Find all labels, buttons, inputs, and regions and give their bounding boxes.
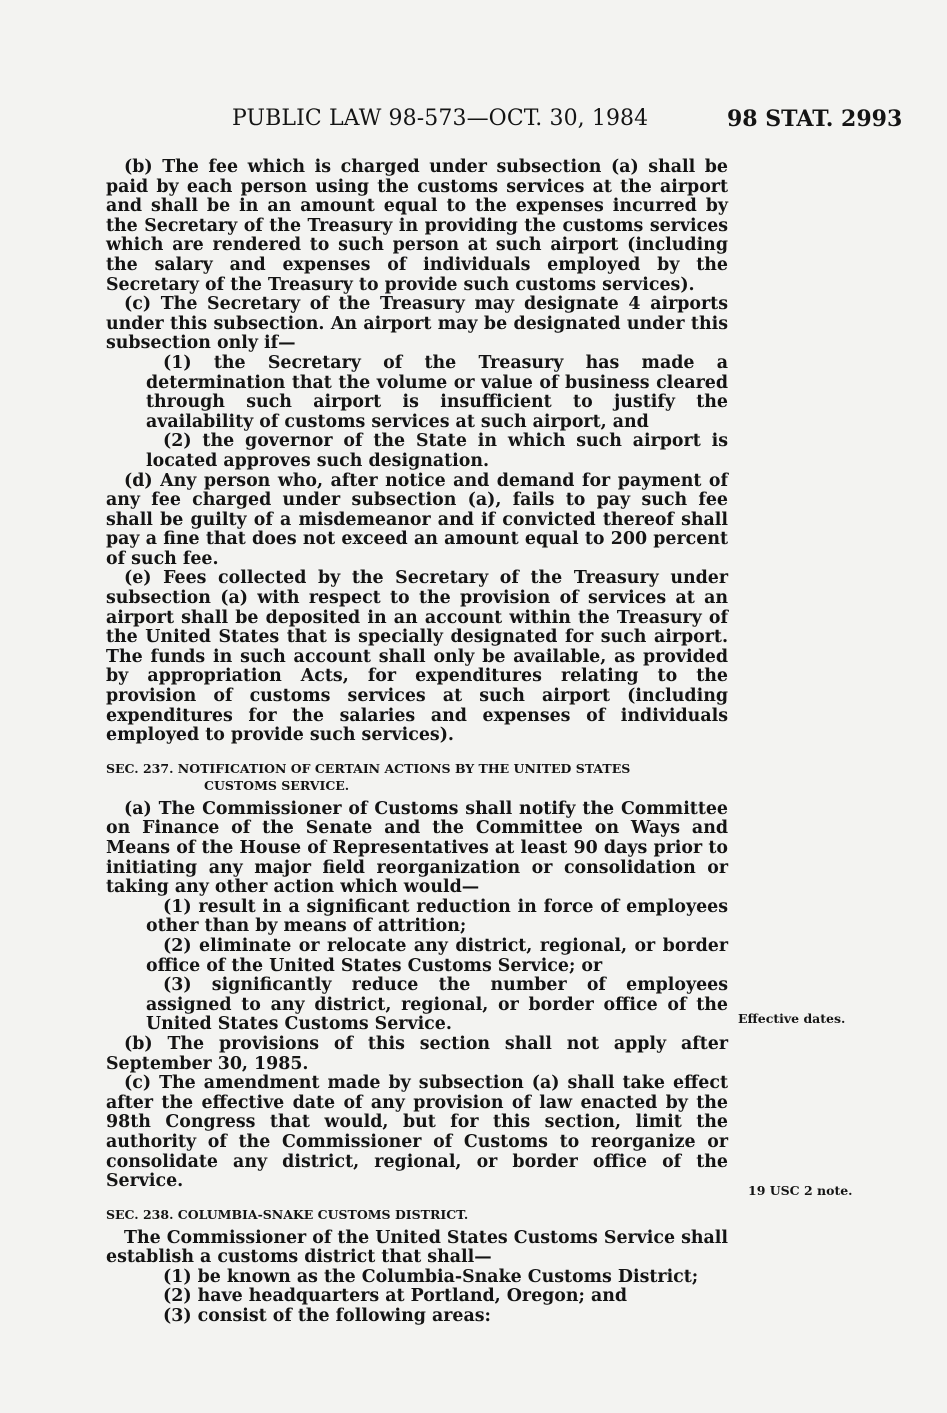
section-237-a2: (2) eliminate or relocate any district, regional, or border office of the United States Customs Service; or — [146, 935, 728, 976]
section-237-b: (b) The provisions of this section shall not apply after September 30, 1985. — [106, 1033, 728, 1074]
margin-note-usc: 19 USC 2 note. — [748, 1183, 853, 1198]
section-238-intro: The Commissioner of the United States Customs Service shall establish a customs district that shall— — [106, 1227, 729, 1268]
section-238-item1: (1) be known as the Columbia-Snake Customs District; — [163, 1266, 699, 1287]
paragraph-d-penalty: (d) Any person who, after notice and demand for payment of any fee charged under subsection (a), fails to pay such fee shall be guilty of a misdemeanor and if convicted thereof shall pay a fine that does not exceed an amount equal to 200 percent of such fee. — [106, 470, 728, 569]
section-237-a3: (3) significantly reduce the number of employees assigned to any district, regional, or border office of the United States Customs Service. — [146, 975, 728, 1035]
section-238-item2: (2) have headquarters at Portland, Oregon; and — [163, 1286, 628, 1307]
page-citation: 98 STAT. 2993 — [727, 106, 903, 132]
section-238-item3: (3) consist of the following areas: — [163, 1306, 491, 1327]
statute-body — [106, 158, 728, 1327]
paragraph-c2: (2) the governor of the State in which such airport is located approves such designation. — [146, 431, 728, 471]
section-237-heading-line1: SEC. 237. NOTIFICATION OF CERTAIN ACTIONS BY THE UNITED STATES — [106, 760, 631, 776]
section-238-heading: SEC. 238. COLUMBIA-SNAKE CUSTOMS DISTRICT. — [106, 1206, 469, 1222]
section-237-a1: (1) result in a significant reduction in force of employees other than by means of attrition; — [146, 896, 728, 937]
section-237-c: (c) The amendment made by subsection (a) shall take effect after the effective date of any provision of law enacted by the 98th Congress that would, but for this section, limit the authority of the Commissioner of Customs to reorganize or consolidate any district, regional, or border office of the Service. — [106, 1073, 728, 1192]
margin-note-effective-dates: Effective dates. — [738, 1011, 846, 1026]
section-237-heading-line2: CUSTOMS SERVICE. — [204, 777, 350, 793]
paragraph-c1: (1) the Secretary of the Treasury has made a determination that the volume or value of business cleared through such airport is insufficient to justify the availability of customs services at such airport, and — [146, 352, 728, 432]
section-237-a: (a) The Commissioner of Customs shall notify the Committee on Finance of the Senate and the Committee on Ways and Means of the House of Representatives at least 90 days prior to initiating any major field reorganization or consolidation or taking any other action which would— — [106, 798, 728, 898]
paragraph-c-designate: (c) The Secretary of the Treasury may designate 4 airports under this subsection. An airport may be designated under this subsection only if— — [106, 294, 728, 354]
paragraph-e-fees: (e) Fees collected by the Secretary of the Treasury under subsection (a) with respect to the provision of services at an airport shall be deposited in an account within the Treasury of the United States that is specially designated for such airport. The funds in such account shall only be available, as provided by appropriation Acts, for expenditures relating to the provision of customs services at such airport (including expenditures for the salaries and expenses of individuals employed to provide such services). — [106, 568, 728, 746]
running-header-title: PUBLIC LAW 98-573—OCT. 30, 1984 — [232, 106, 649, 131]
paragraph-b-fee: (b) The fee which is charged under subsection (a) shall be paid by each person using the customs services at the airport and shall be in an amount equal to the expenses incurred by the Secretary of the Treasury in providing the customs services which are rendered to such person at such airport (including the salary and expenses of individuals employed by the Secretary of the Treasury to provide such customs services). — [106, 157, 728, 295]
section-237-heading — [106, 760, 728, 794]
